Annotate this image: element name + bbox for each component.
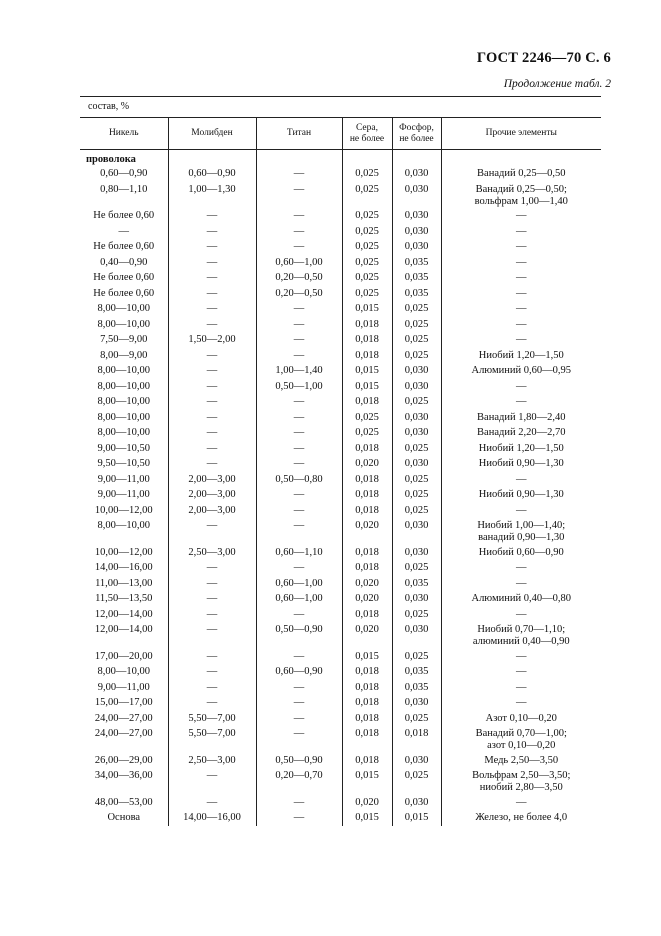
table-row [80, 753, 601, 769]
table-row [80, 166, 601, 182]
table-cell: — [256, 348, 342, 364]
table-cell: 0,020 [342, 456, 392, 472]
table-cell: — [256, 239, 342, 255]
table-cell: 0,015 [342, 301, 392, 317]
table-row [80, 680, 601, 696]
table-cell: — [256, 487, 342, 503]
table-cell: Не более 0,60 [93, 287, 155, 299]
table-cell: 9,00—11,00 [97, 681, 150, 693]
table-cell: 0,030 [392, 425, 441, 441]
table-cell: — [256, 607, 342, 623]
table-cell: 0,018 [342, 680, 392, 696]
table-cell: — [441, 503, 601, 519]
table-cell: 0,60—0,90 [256, 664, 342, 680]
table-cell: 0,020 [342, 795, 392, 811]
table-cell: — [168, 695, 256, 711]
table-row [80, 224, 601, 240]
table-cell: Оснoва [107, 812, 141, 823]
table-cell: — [256, 182, 342, 209]
group-label: проволока [86, 154, 136, 165]
table-cell: — [168, 239, 256, 255]
table-subheading: состав, % [88, 101, 130, 112]
table-row [80, 363, 601, 379]
table-cell: — [441, 795, 601, 811]
table-cell: — [256, 166, 342, 182]
table-cell: 0,60—0,90 [100, 168, 148, 179]
table-cell: — [441, 394, 601, 410]
table-row [80, 425, 601, 441]
table-cell: 0,035 [392, 255, 441, 271]
table-cell: Ниобий 0,90—1,30 [441, 487, 601, 503]
table-cell: — [441, 270, 601, 286]
table-cell: 0,025 [392, 607, 441, 623]
table-cell: 0,60—1,00 [256, 255, 342, 271]
table-cell: 15,00—17,00 [94, 697, 153, 708]
table-cell: 0,030 [392, 795, 441, 811]
table-cell: 0,018 [342, 487, 392, 503]
table-cell: 0,60—0,90 [168, 166, 256, 182]
table-cell: 0,60—1,00 [256, 591, 342, 607]
column-header: Титан [256, 118, 342, 150]
table-cell: 11,00—13,00 [95, 577, 153, 589]
table-cell: 9,50—10,50 [97, 458, 150, 469]
table-cell: 0,018 [342, 726, 392, 753]
top-rule [80, 96, 601, 97]
table-cell: — [256, 317, 342, 333]
table-cell: — [256, 503, 342, 519]
column-header: Сера, не более [342, 118, 392, 150]
table-cell: 0,018 [342, 394, 392, 410]
table-cell: 0,030 [392, 208, 441, 224]
table-cell: 0,40—0,90 [100, 256, 148, 268]
table-cell: 0,80—1,10 [100, 183, 148, 195]
table-cell: — [441, 208, 601, 224]
table-cell: — [168, 441, 256, 457]
table-cell: 0,018 [342, 332, 392, 348]
table-cell: — [168, 363, 256, 379]
table-row [80, 456, 601, 472]
table-cell: 8,00—10,00 [97, 520, 150, 531]
table-cell: 0,025 [342, 224, 392, 240]
table-cell: 1,00—1,40 [256, 363, 342, 379]
table-cell: — [441, 680, 601, 696]
table-cell: 0,20—0,70 [256, 768, 342, 795]
table-row [80, 518, 601, 545]
table-cell: 0,50—1,00 [256, 379, 342, 395]
table-cell: 0,025 [342, 255, 392, 271]
table-cell: — [168, 410, 256, 426]
table-cell: 2,50—3,00 [168, 545, 256, 561]
table-cell: 48,00—53,00 [94, 796, 153, 808]
table-row [80, 270, 601, 286]
table-cell: — [256, 456, 342, 472]
table-cell: Ниобий 1,00—1,40; ванадий 0,90—1,30 [441, 518, 601, 545]
table-cell: 0,035 [392, 576, 441, 592]
table-cell: 2,00—3,00 [168, 472, 256, 488]
table-cell: 2,00—3,00 [168, 503, 256, 519]
table-cell: 0,018 [392, 726, 441, 753]
table-cell: 17,00—20,00 [94, 650, 153, 662]
table-cell: — [441, 607, 601, 623]
table-cell: 11,50—13,50 [95, 593, 153, 604]
table-cell: — [168, 795, 256, 811]
table-row [80, 545, 601, 561]
table-row [80, 441, 601, 457]
table-cell: 5,50—7,00 [168, 711, 256, 727]
table-row [80, 576, 601, 592]
table-cell: 1,50—2,00 [168, 332, 256, 348]
table-cell: — [256, 810, 342, 826]
table-cell: 8,00—9,00 [100, 349, 148, 361]
table-cell: 0,025 [392, 301, 441, 317]
table-row [80, 503, 601, 519]
table-cell: Азот 0,10—0,20 [441, 711, 601, 727]
table-cell: 0,025 [342, 410, 392, 426]
table-cell: 0,025 [392, 768, 441, 795]
table-cell: — [168, 622, 256, 649]
table-row [80, 332, 601, 348]
table-cell: 8,00—10,00 [97, 427, 150, 438]
table-cell: 0,60—1,00 [256, 576, 342, 592]
table-row [80, 394, 601, 410]
table-cell: 0,015 [342, 379, 392, 395]
table-cell: 0,015 [342, 649, 392, 665]
column-header: Никель [80, 118, 168, 150]
table-cell: 0,018 [342, 441, 392, 457]
table-cell: — [168, 224, 256, 240]
table-cell: — [441, 255, 601, 271]
table-cell: 2,00—3,00 [168, 487, 256, 503]
table-cell: 0,035 [392, 680, 441, 696]
table-cell: 0,035 [392, 664, 441, 680]
table-cell: 0,018 [342, 664, 392, 680]
table-cell: 5,50—7,00 [168, 726, 256, 753]
table-cell: 7,50—9,00 [100, 334, 148, 345]
table-cell: — [168, 394, 256, 410]
table-cell: — [168, 301, 256, 317]
table-cell: 0,50—0,90 [256, 622, 342, 649]
table-cell: 0,025 [392, 560, 441, 576]
table-cell: — [168, 317, 256, 333]
table-cell: 0,018 [342, 753, 392, 769]
table-cell: — [168, 591, 256, 607]
table-cell: 0,035 [392, 286, 441, 302]
table-cell: 0,025 [392, 332, 441, 348]
table-cell: — [256, 301, 342, 317]
table-cell: — [118, 225, 129, 237]
table-cell: — [256, 332, 342, 348]
table-row [80, 487, 601, 503]
table-cell: 0,015 [342, 810, 392, 826]
table-row [80, 182, 601, 209]
table-cell: — [168, 649, 256, 665]
table-cell: 0,030 [392, 224, 441, 240]
table-row [80, 472, 601, 488]
table-cell: 0,025 [392, 394, 441, 410]
table-cell: — [256, 726, 342, 753]
table-cell: — [168, 518, 256, 545]
table-cell: 0,020 [342, 622, 392, 649]
table-row [80, 649, 601, 665]
table-cell: — [256, 560, 342, 576]
table-cell: — [256, 680, 342, 696]
table-row [80, 810, 601, 826]
table-cell: 26,00—29,00 [94, 754, 153, 766]
table-cell: 2,50—3,00 [168, 753, 256, 769]
table-cell: 34,00—36,00 [94, 770, 153, 781]
table-cell: Медь 2,50—3,50 [441, 753, 601, 769]
table-cell: 0,030 [392, 695, 441, 711]
table-cell: 8,00—10,00 [97, 303, 150, 314]
table-cell: — [168, 425, 256, 441]
table-cell: 0,030 [392, 545, 441, 561]
table-cell: Ванадий 1,80—2,40 [441, 410, 601, 426]
table-cell: — [441, 695, 601, 711]
table-cell: — [168, 576, 256, 592]
table-cell: — [256, 425, 342, 441]
table-cell: 0,030 [392, 753, 441, 769]
table-cell: 14,00—16,00 [168, 810, 256, 826]
table-cell: 0,025 [342, 208, 392, 224]
table-cell: 0,035 [392, 270, 441, 286]
table-cell: 0,030 [392, 591, 441, 607]
table-cell: — [256, 394, 342, 410]
table-cell: — [168, 208, 256, 224]
table-row [80, 255, 601, 271]
table-cell: 0,20—0,50 [256, 270, 342, 286]
table-cell: — [256, 649, 342, 665]
table-cell: Алюминий 0,40—0,80 [441, 591, 601, 607]
table-cell: 0,015 [342, 768, 392, 795]
table-cell: 0,030 [392, 182, 441, 209]
table-cell: Вольфрам 2,50—3,50; ниобий 2,80—3,50 [441, 768, 601, 795]
group-row [80, 150, 601, 167]
table-row [80, 301, 601, 317]
table-cell: — [441, 239, 601, 255]
table-cell: Не более 0,60 [93, 210, 155, 221]
table-cell: 8,00—10,00 [97, 380, 150, 392]
table-cell: Ниобий 1,20—1,50 [441, 348, 601, 364]
table-cell: — [168, 560, 256, 576]
table-row [80, 711, 601, 727]
table-cell: 0,030 [392, 363, 441, 379]
table-cell: — [168, 286, 256, 302]
table-cell: Железо, не более 4,0 [441, 810, 601, 826]
table-cell: — [168, 270, 256, 286]
table-cell: 0,025 [342, 286, 392, 302]
table-cell: — [256, 410, 342, 426]
table-cell: 0,20—0,50 [256, 286, 342, 302]
table-cell: — [256, 795, 342, 811]
table-cell: Ниобий 1,20—1,50 [441, 441, 601, 457]
table-row [80, 695, 601, 711]
table-cell: 0,018 [342, 503, 392, 519]
table-cell: 0,025 [392, 348, 441, 364]
table-cell: 0,030 [392, 456, 441, 472]
table-cell: 0,030 [392, 239, 441, 255]
table-cell: 0,025 [392, 472, 441, 488]
table-cell: Ванадий 0,25—0,50; вольфрам 1,00—1,40 [441, 182, 601, 209]
column-header: Прочие элементы [441, 118, 601, 150]
table-cell: — [441, 224, 601, 240]
composition-table [80, 117, 601, 826]
table-cell: 0,018 [342, 472, 392, 488]
table-cell: 0,025 [342, 270, 392, 286]
table-cell: Ванадий 2,20—2,70 [441, 425, 601, 441]
table-cell: 0,025 [342, 182, 392, 209]
table-row [80, 768, 601, 795]
table-row [80, 379, 601, 395]
page-header: ГОСТ 2246—70 С. 6 [476, 50, 611, 66]
table-cell: — [168, 255, 256, 271]
table-cell: — [441, 317, 601, 333]
table-row [80, 560, 601, 576]
table-cell: 0,018 [342, 607, 392, 623]
table-cell: 9,00—11,00 [97, 473, 150, 485]
table-row [80, 726, 601, 753]
table-cell: 0,030 [392, 518, 441, 545]
table-cell: — [168, 768, 256, 795]
table-cell: — [256, 208, 342, 224]
table-cell: — [168, 607, 256, 623]
table-cell: 0,025 [392, 441, 441, 457]
table-cell: 8,00—10,00 [97, 396, 150, 407]
table-cell: 0,025 [342, 239, 392, 255]
table-cell: 0,020 [342, 591, 392, 607]
table-row [80, 591, 601, 607]
table-cell: — [441, 286, 601, 302]
table-cell: 0,025 [392, 711, 441, 727]
table-cell: — [168, 379, 256, 395]
table-cell: — [256, 441, 342, 457]
table-cell: — [168, 664, 256, 680]
table-cell: 0,015 [392, 810, 441, 826]
table-row [80, 286, 601, 302]
table-cell: Ниобий 0,90—1,30 [441, 456, 601, 472]
table-cell: 24,00—27,00 [94, 712, 153, 724]
table-cell: — [441, 379, 601, 395]
table-cell: 0,025 [342, 166, 392, 182]
table-row [80, 239, 601, 255]
table-cell: 0,018 [342, 560, 392, 576]
table-cell: Ванадий 0,70—1,00; азот 0,10—0,20 [441, 726, 601, 753]
table-cell: Ниобий 0,60—0,90 [441, 545, 601, 561]
table-cell: 0,030 [392, 622, 441, 649]
table-cell: 0,020 [342, 576, 392, 592]
table-cell: 0,50—0,90 [256, 753, 342, 769]
table-cell: — [168, 680, 256, 696]
table-cell: 10,00—12,00 [94, 546, 153, 558]
table-cell: 0,018 [342, 711, 392, 727]
table-cell: 0,025 [392, 649, 441, 665]
table-cell: 24,00—27,00 [94, 728, 153, 739]
table-cell: 0,025 [342, 425, 392, 441]
table-cell: Не более 0,60 [93, 272, 155, 283]
table-cell: 0,018 [342, 545, 392, 561]
table-cell: — [441, 576, 601, 592]
table-cell: Ниобий 0,70—1,10; алюминий 0,40—0,90 [441, 622, 601, 649]
table-cell: — [256, 695, 342, 711]
table-cell: — [441, 560, 601, 576]
column-header: Молибден [168, 118, 256, 150]
table-cell: — [168, 456, 256, 472]
table-cell: 9,00—10,50 [97, 442, 150, 454]
table-row [80, 607, 601, 623]
table-cell: 0,015 [342, 363, 392, 379]
table-cell: 0,018 [342, 317, 392, 333]
table-cell: 8,00—10,00 [97, 666, 150, 677]
table-cell: — [441, 649, 601, 665]
table-cell: 0,025 [392, 487, 441, 503]
table-cell: — [256, 711, 342, 727]
table-cell: Не более 0,60 [93, 241, 155, 252]
table-cell: — [168, 348, 256, 364]
table-cell: 1,00—1,30 [168, 182, 256, 209]
table-cell: 8,00—10,00 [97, 365, 150, 376]
table-cell: 0,60—1,10 [256, 545, 342, 561]
table-cell: — [256, 224, 342, 240]
table-cell: — [256, 518, 342, 545]
table-cell: 12,00—14,00 [94, 608, 153, 620]
table-cell: 12,00—14,00 [94, 624, 153, 635]
table-row [80, 795, 601, 811]
table-cell: Алюминий 0,60—0,95 [441, 363, 601, 379]
table-cell: — [441, 332, 601, 348]
table-cell: 14,00—16,00 [94, 562, 153, 573]
table-continuation-label: Продолжение табл. 2 [503, 78, 611, 90]
table-cell: — [441, 664, 601, 680]
table-cell: 0,018 [342, 695, 392, 711]
table-cell: 10,00—12,00 [94, 504, 153, 516]
table-row [80, 348, 601, 364]
table-cell: — [441, 301, 601, 317]
table-cell: 0,030 [392, 166, 441, 182]
table-cell: 0,018 [342, 348, 392, 364]
table-cell: 9,00—11,00 [97, 489, 150, 500]
table-cell: 8,00—10,00 [97, 411, 150, 423]
table-cell: 0,025 [392, 317, 441, 333]
table-cell: 0,50—0,80 [256, 472, 342, 488]
table-row [80, 317, 601, 333]
table-cell: 0,030 [392, 379, 441, 395]
table-cell: Ванадий 0,25—0,50 [441, 166, 601, 182]
table-header-row [80, 118, 601, 150]
table-cell: 0,020 [342, 518, 392, 545]
table-cell: 0,030 [392, 410, 441, 426]
table-cell: 0,025 [392, 503, 441, 519]
table-cell: 8,00—10,00 [97, 318, 150, 330]
table-row [80, 208, 601, 224]
table-row [80, 622, 601, 649]
table-row [80, 664, 601, 680]
table-row [80, 410, 601, 426]
column-header: Фосфор, не более [392, 118, 441, 150]
table-cell: — [441, 472, 601, 488]
